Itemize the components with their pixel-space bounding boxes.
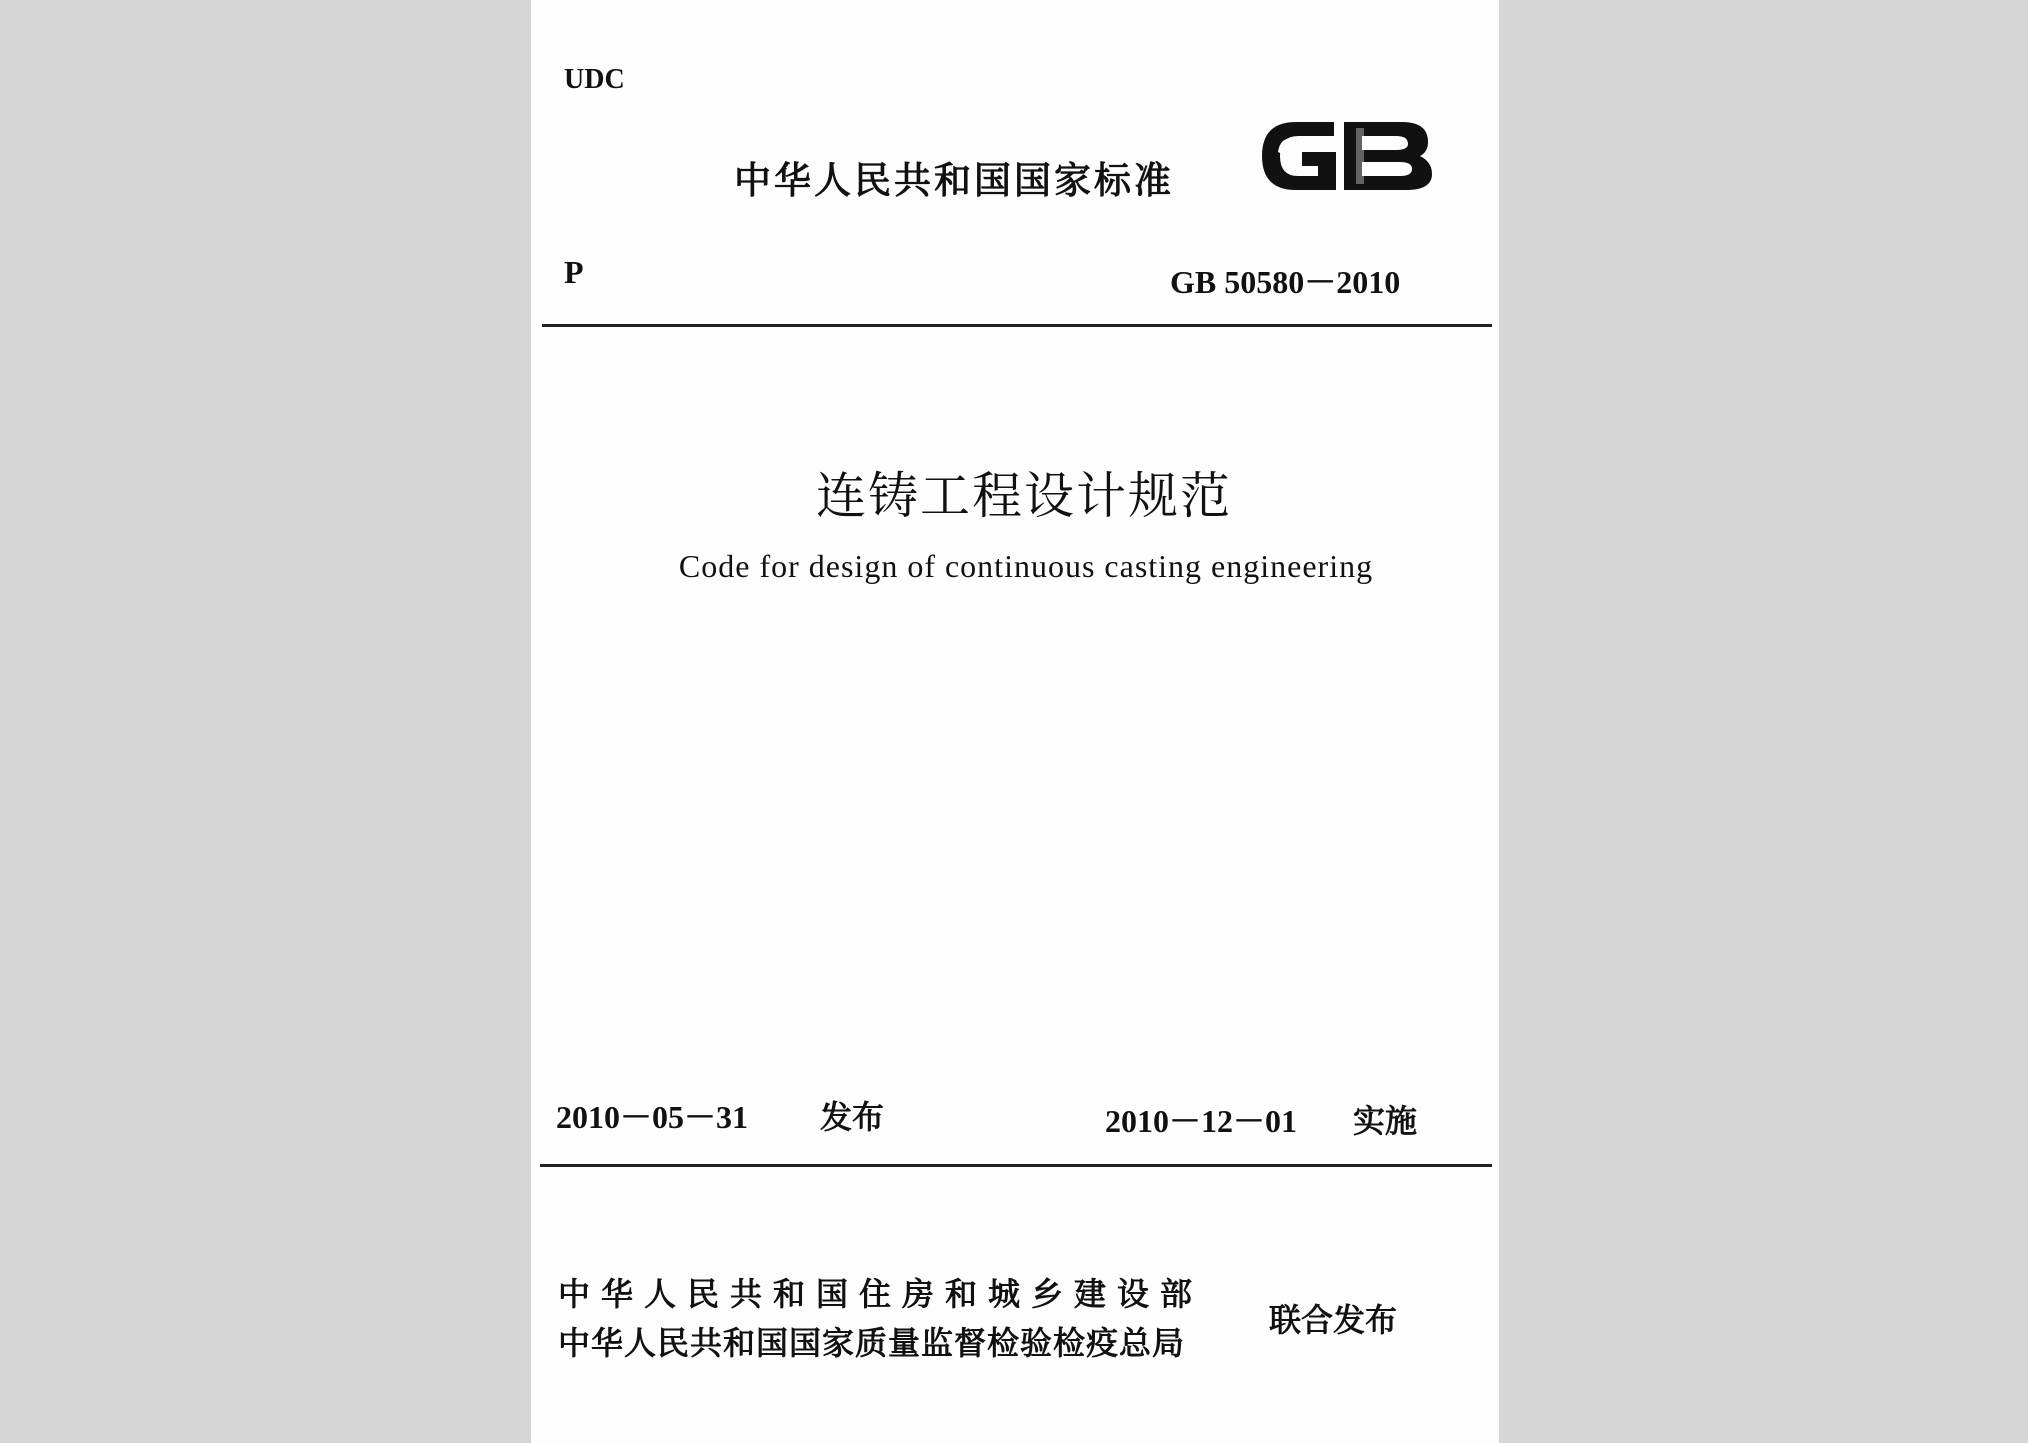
title-chinese: 连铸工程设计规范 [816,467,1232,525]
publisher-1: 中华人民共和国住房和城乡建设部 [558,1275,1204,1313]
implement-date: 2010－12－01 [1105,1103,1298,1139]
implement-label: 实施 [1353,1102,1418,1140]
publisher-2: 中华人民共和国国家质量监督检验检疫总局 [558,1324,1186,1362]
standard-cover-page [531,0,1499,1443]
header-divider [542,324,1492,327]
gb-logo [1256,108,1436,204]
standard-number: GB 50580－2010 [1170,264,1401,300]
title-english: Code for design of continuous casting engineering [678,548,1374,584]
issue-label: 发布 [820,1098,885,1136]
issue-date: 2010－05－31 [556,1099,749,1135]
footer-divider [540,1164,1492,1167]
classification-code: P [564,254,584,290]
joint-publish-label: 联合发布 [1269,1301,1398,1339]
udc-label: UDC [564,64,625,95]
standard-type-title: 中华人民共和国国家标准 [734,159,1174,202]
